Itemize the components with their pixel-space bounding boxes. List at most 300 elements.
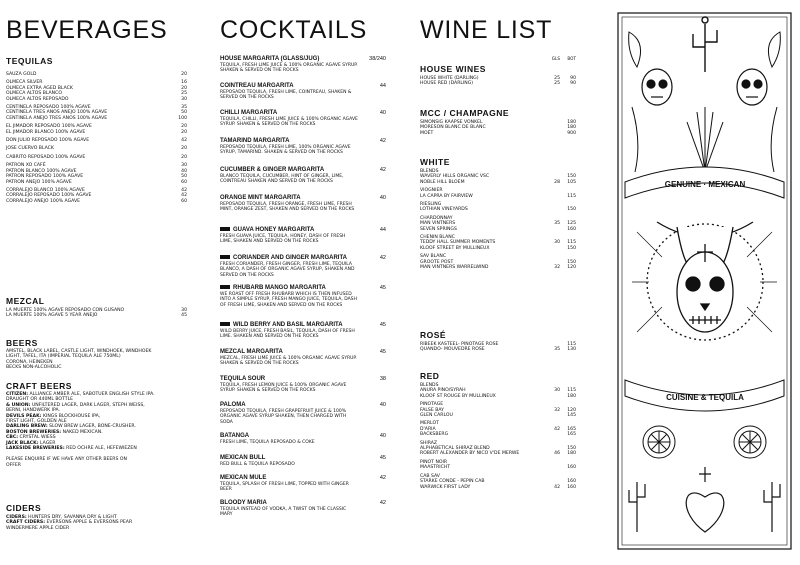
cocktail-title: TAMARIND MARGARITA [220,138,290,144]
item-name: OLMECA ALTOS REPOSADO [6,96,69,102]
cocktail-title: MEXICAN MULE [220,475,267,481]
bottle-price: 115 [567,240,576,246]
description-text: LAGER [38,440,56,446]
description-text: ALLIANCE AMBER ALE, SABOTUER ENGLISH STYLE IPA. [28,392,155,397]
cocktail-price: 45 [379,322,386,328]
cocktail-item [220,500,386,518]
wine-column [412,0,584,565]
cocktail-name [220,500,386,507]
item-name: CENTINELA TRES ANOS ANEJO 100% AGAVE [6,110,108,116]
wine-name: SHIRAZ [420,440,438,446]
cocktail-name [220,195,386,202]
cocktails-title: COCKTAILS [220,16,368,44]
description-line [6,446,187,451]
wine-name: TEDDY HALL SUMMER MOMENTS [420,240,496,246]
note-line: OFFER [6,462,21,468]
cocktail-item [220,455,386,467]
wine-name: GLEN CARLOU [420,413,453,419]
cocktail-title: HOUSE MARGARITA (GLASS/JUG) [220,56,320,62]
wine-row [420,194,576,199]
item-name: PATRON BLANCO 100% AGAVE [6,168,77,174]
wine-name: RIBEEK KASTEEL- PINOTAGE ROSE [420,342,499,347]
bottle-price: 150 [567,207,576,213]
description-text: DRAUGHT OR 440ML BOTTLE [6,397,74,403]
cocktail-title: PALOMA [220,402,246,408]
brewery-name: JACK BLACK: [6,440,39,446]
wine-name: CHENIN BLANC [420,235,455,241]
bottle-price: 105 [567,179,576,185]
cocktail-description: REPOSADO TEQUILA, FRESH LIME, COINTREAU, SHAKEN & SERVED ON THE ROCKS [220,90,352,101]
wine-section-heading: WHITE [420,157,450,167]
item-name: OLMECA ALTOS BLANCO [6,91,62,97]
cocktail-item [220,110,386,128]
item-price: 20 [181,146,187,152]
bottle-price: 120 [567,407,576,413]
beers-line: AMSTEL, BLACK LABEL, CASTLE LIGHT, WINDHOEK, WINDHOEK [6,349,152,354]
wine-name: PINOT NOIR [420,459,448,465]
menu-row [6,138,187,143]
wine-name: MORESON BLANC DE BLANC [420,125,486,131]
wine-row [420,207,576,212]
bottle-price: 120 [567,265,576,271]
cocktail-description: FRESH LIME, TEQUILA REPOSADO & COKE [220,440,315,445]
cocktail-price: 42 [379,167,386,173]
description-text: UNFILTERED LAGER, DARK LAGER, STEPH WEISS, [30,402,145,408]
wine-name: KLOOF ST ROUGE BY MULLINEUX [420,393,496,399]
glass-price: 30 [554,388,560,394]
cocktail-description: FRESH GUAVA JUICE, TEQUILA, HONEY, DASH OF FRESH LIME, SHAKEN AND SERVED ON THE ROCKS [220,234,346,245]
cocktail-price: 44 [379,227,386,233]
description-text: HUNTERS DRY, SAVANNA DRY & LIGHT [26,515,117,520]
ciders-heading: CIDERS [6,503,42,513]
cocktail-name [220,255,386,262]
wine-row [420,246,576,251]
cocktail-title: TEQUILA SOUR [220,376,266,382]
wine-name: NOBLE HILL BLOEM [420,179,465,185]
item-name: OLMECA SILVER [6,80,43,86]
description-text: BERNI, HANDWERK IPA. [6,408,60,414]
cocktail-item [220,195,386,213]
wine-row [420,451,576,456]
beers-line: CORONA, HEINEKEN [6,359,53,365]
wine-row [420,131,576,136]
menu-row [6,130,187,135]
item-price: 20 [181,154,187,160]
cocktail-name [220,138,386,145]
wine-name: VIOGNIER [420,188,443,194]
cocktail-name [220,475,386,482]
cocktail-description: REPOSADO TEQUILA, FRESH LIME, 100% ORGANIC AGAVE SYRUP, TAMARIND. SHAKEN & SERVED ON THE ROCKS [220,145,351,156]
cocktail-price: 42 [379,138,386,144]
cocktail-item [220,227,386,245]
glass-price: 35 [554,347,560,353]
item-name: PATRON REPOSADO 100% AGAVE [6,174,84,180]
craft-note [6,457,187,468]
mexican-artwork-illustration [617,12,792,550]
new-badge-icon [220,285,230,289]
item-name: LA MUERTE 100% AGAVE REPOSADO CON GUSANO [6,308,125,313]
cocktail-item [220,349,386,367]
menu-row [6,155,187,160]
cocktail-name [220,433,386,440]
item-name: PATRON ANEJO 100% AGAVE [6,179,72,185]
beers-heading: BEERS [6,338,38,348]
cocktail-description: WE ROAST OFF FRESH RHUBARB WHICH IS THEN INFUSED INTO A SIMPLE SYRUP, FRESH MANGO JUICE, TEQUILA, DASH OF FRESH LIME, SHAKEN AND SERVED ON THE ROCKS [220,292,357,308]
bottle-price: 150 [567,174,576,180]
wine-row [420,227,576,232]
cocktail-price: 42 [379,500,386,506]
wine-rows [420,76,576,87]
ciders-list [6,515,187,531]
brewery-name: CBC: [6,435,19,441]
wine-section-heading: HOUSE WINES [420,64,486,74]
wine-name: HOUSE WHITE (DARLING) [420,76,479,81]
cocktail-price: 45 [379,285,386,291]
cocktail-item [220,475,386,493]
glass-price: 42 [554,484,560,490]
cocktail-description: MEZCAL, FRESH LIME JUICE & 100% ORGANIC AGAVE SYRUP. SHAKEN & SERVED ON THE ROCKS [220,356,357,367]
banner-bottom-text: CUISINE & TEQUILA [666,393,744,402]
brewery-name: BOSTON BREWERIES: [6,429,62,435]
cocktail-item [220,255,386,278]
menu-row [6,116,187,121]
cocktail-title: WILD BERRY AND BASIL MARGARITA [233,322,343,328]
bottle-price: 180 [567,125,576,131]
cocktail-item [220,433,386,445]
wine-name: KLOOF STREET BY MULLINEUX [420,245,490,251]
gls-header: GLS [551,56,560,61]
item-name: CORRALEJO ANEJO 100% AGAVE [6,198,81,204]
wine-name: ANURA PINO/SYRAH [420,388,466,394]
menu-row [6,313,187,318]
wine-row [420,465,576,470]
bottle-price: 150 [567,245,576,251]
bottle-price: 115 [567,342,576,347]
banner-top-text: GENUINE · MEXICAN [664,180,746,189]
glass-price: 46 [554,451,560,457]
cocktail-description: REPOSADO TEQUILA, FRESH ORANGE, FRESH LIME, FRESH MINT, ORANGE ZEST, SHAKEN AND SERVED ON THE ROCKS [220,202,355,213]
cocktail-name [220,455,386,462]
wine-name: BLENDS [420,169,439,174]
bottle-price: 115 [567,388,576,394]
menu-row [6,72,187,77]
wine-name: SIMONSIG KAAPSE VONKEL [420,120,483,125]
glass-price: 30 [554,240,560,246]
wine-name: LOTHIAN VINEYARDS [420,207,468,213]
cocktail-price: 40 [379,195,386,201]
cocktail-title: MEZCAL MARGARITA [220,349,283,355]
item-price: 50 [181,174,187,180]
cocktail-price: 38/240 [369,56,386,62]
bottle-price: 180 [567,393,576,399]
brewery-name: LAKESIDE BREWERIES: [6,446,65,452]
description-line [6,526,187,531]
wine-row [420,413,576,418]
brewery-name: CRAFT CIDERS: [6,520,46,526]
wine-name: RIESLING [420,202,442,208]
glass-price: 42 [554,426,560,432]
craft-beers-heading: CRAFT BEERS [6,381,72,391]
wine-row [420,265,576,270]
wine-name: MAN VINTNERS WARRELWIND [420,265,489,271]
mezcal-list [6,308,187,319]
cocktail-description: TEQUILA, CHILLI, FRESH LIME JUICE & 100% ORGANIC AGAVE SYRUP. SHAKEN & SERVED ON THE ROCKS [220,117,358,128]
cocktail-name [220,285,386,292]
item-name: OLMECA EXTRA AGED BLACK [6,85,73,91]
item-name: CENTINELA ANEJO TRES ANOS 100% AGAVE [6,115,108,121]
beers-line: LIGHT, TAFEL, ITA (IMPERIAL TEQUILA ALE 750ML) [6,354,121,360]
cocktail-description: FRESH CORIANDER, FRESH GINGER, FRESH LIME, TEQUILA BLANCO, A DASH OF ORGANIC AGAVE SYRUP, SHAKEN AND SERVED ON THE ROCKS [220,262,355,278]
item-name: DON JULIO REPOSADO 100% AGAVE [6,138,90,144]
cocktail-title: CHILLI MARGARITA [220,110,278,116]
cocktail-price: 44 [379,83,386,89]
wine-name: BLENDS [420,383,439,388]
glass-price: 25 [554,81,560,87]
wine-rows [420,383,576,490]
item-price: 25 [181,91,187,97]
cocktail-title: GUAVA HONEY MARGARITA [233,227,315,233]
menu-row [6,146,187,151]
item-price: 30 [181,96,187,102]
bottle-price: 160 [567,484,576,490]
wine-section-heading: ROSÉ [420,330,447,340]
cocktail-price: 45 [379,349,386,355]
item-price: 30 [181,163,187,169]
item-price: 40 [181,168,187,174]
item-name: PATRON XO CAFÉ [6,163,46,169]
wine-name: BACKSBERG [420,432,449,438]
glass-price: 25 [554,76,560,81]
menu-row [6,97,187,102]
item-price: 20 [181,85,187,91]
cocktail-title: BATANGA [220,433,250,439]
menu-row [6,180,187,185]
bottle-price: 180 [567,451,576,457]
item-name: JOSE CUERVO BLACK [6,146,54,152]
bottle-price: 145 [567,413,576,419]
cocktail-price: 45 [379,455,386,461]
wine-name: WARWICK FIRST LADY [420,484,471,490]
cocktail-title: CORIANDER AND GINGER MARGARITA [233,255,347,261]
cocktail-price: 40 [379,110,386,116]
cocktail-title: BLOODY MARIA [220,500,267,506]
beverages-column [0,0,195,565]
wine-name: PINOTAGE [420,402,444,408]
cocktail-name [220,349,386,356]
cocktail-item [220,83,386,101]
wine-name: SAV BLANC [420,254,447,260]
wine-name: HOUSE RED (DARLING) [420,81,474,87]
bottle-price: 165 [567,432,576,438]
bottle-price: 180 [567,120,576,125]
cocktail-item [220,402,386,425]
wine-rows [420,120,576,136]
brewery-name: & UNION: [6,402,31,408]
tequilas-list [6,72,187,204]
wine-row [420,347,576,352]
cocktail-item [220,56,386,74]
wine-row [420,432,576,437]
wine-name: CAB SAV [420,473,440,479]
menu-row [6,199,187,204]
brewery-name: DARLING BREW: [6,424,48,430]
cocktail-description: WILD BERRY JUICE, FRESH BASIL, TEQUILA, DASH OF FRESH LIME. SHAKEN AND SERVED ON THE ROCKS [220,329,355,340]
item-price: 16 [181,80,187,86]
craft-beers-list [6,392,187,468]
cocktail-price: 42 [379,475,386,481]
item-name: CABRITO REPOSADO 100% AGAVE [6,154,86,160]
new-badge-icon [220,227,230,231]
item-name: CORRALEJO REPOSADO 100% AGAVE [6,193,92,199]
wine-name: SEVEN SPRINGS [420,226,457,232]
brewery-name: DEVILS PEAK: [6,413,42,419]
item-name: LA MUERTE 100% AGAVE 5 YEAR ANEJO [6,313,98,319]
wine-row [420,394,576,399]
wine-section-heading: MCC / CHAMPAGNE [420,108,510,118]
item-price: 42 [181,138,187,144]
bottle-price: 900 [567,130,576,136]
wine-name: QUANDO- MOUVEDRE ROSE [420,347,485,353]
wine-name: STARKE CONDE - PEPIN CAB [420,479,485,485]
cocktail-title: ORANGE MINT MARGARITA [220,195,301,201]
bottle-price: 90 [570,81,576,87]
wine-name: GROOTE POST [420,259,454,265]
item-price: 42 [181,193,187,199]
cocktail-title: COINTREAU MARGARITA [220,83,294,89]
item-price: 45 [181,313,187,319]
cocktail-description: BLANCO TEQUILA, CUCUMBER, HINT OF GINGER, LIME, COINTREAU SHAKEN AND SERVED ON THE ROCKS [220,174,344,185]
bottle-price: 160 [567,226,576,232]
wine-rows [420,342,576,353]
note-line: PLEASE ENQUIRE IF WE HAVE ANY OTHER BEERS ON [6,457,127,463]
bottle-price: 150 [567,446,576,452]
wine-section-heading: RED [420,371,440,381]
item-price: 60 [181,179,187,185]
wine-name: ALPHABETICAL SHIRAZ BLEND [420,446,490,452]
bottle-price: 150 [567,259,576,265]
wine-row [420,81,576,86]
item-price: 20 [181,72,187,77]
cocktail-name [220,110,386,117]
bot-header: BOT [567,56,576,61]
beverages-title: BEVERAGES [6,16,168,44]
bottle-price: 165 [567,426,576,432]
cocktail-title: MEXICAN BULL [220,455,266,461]
glass-price: 28 [554,179,560,185]
cocktail-description: TEQUILA, FRESH LIME JUICE & 100% ORGANIC AGAVE SYRUP. SHAKEN & SERVED ON THE ROCKS [220,63,358,74]
cocktail-name [220,83,386,90]
cocktail-description: TEQUILA, FRESH LEMON JUICE & 100% ORGANIC AGAVE SYRUP. SHAKEN & SERVED ON THE ROCKS [220,383,347,394]
item-name: CENTINELA REPOSADO 100% AGAVE [6,105,91,111]
wine-rows [420,169,576,271]
cocktail-name [220,227,386,234]
description-text: FIRST LIGHT, GOLDEN ALE [6,419,67,425]
cocktails-column [212,0,394,565]
wine-name: MAASTRICHT [420,465,451,471]
item-price: 30 [181,308,187,313]
cocktail-price: 40 [379,433,386,439]
item-price: 100 [178,115,187,121]
cocktail-price: 38 [379,376,386,382]
cocktail-item [220,322,386,340]
item-price: 60 [181,198,187,204]
cocktail-item [220,138,386,156]
wine-name: ROBERT ALEXANDER BY NICO V'DE MERWE [420,451,520,457]
description-text: SLOW BREW LAGER, BONE-CRUSHER. [47,424,136,430]
item-price: 35 [181,105,187,111]
wine-row [420,485,576,490]
bottle-price: 160 [567,465,576,471]
cocktail-description: TEQUILA INSTEAD OF VODKA, A TWIST ON THE CLASSIC MARY [220,507,347,518]
wine-name: FALSE BAY [420,407,444,413]
cocktail-description: RED BULL & TEQUILA REPOSADO [220,462,295,467]
cocktail-title: CUCUMBER & GINGER MARGARITA [220,167,325,173]
cocktail-description: TEQUILA, SPLASH OF FRESH LIME, TOPPED WITH GINGER BEER [220,482,349,493]
mezcal-heading: MEZCAL [6,296,45,306]
item-name: SAUZA GOLD [6,72,37,77]
wine-column-headers [420,56,576,62]
item-price: 20 [181,129,187,135]
wine-name: MERLOT [420,421,439,427]
wine-title: WINE LIST [420,16,553,44]
brewery-name: CITIZEN: [6,392,29,397]
glass-price: 32 [554,265,560,271]
new-badge-icon [220,255,230,259]
beers-line: BECKS NON-ALCOHOLIC [6,365,62,371]
wine-name: WAVERLY HILLS ORGANIC VSC [420,174,490,180]
description-text: EVERSONS APPLE & EVERSONS PEAR [45,520,133,526]
description-text: RED OCHRE ALE, HEFEWIEZEN [64,446,137,452]
description-text: KINGS BLOCKHOUSE IPA, [41,413,101,419]
brewery-name: CIDERS: [6,515,27,520]
wine-row [420,180,576,185]
bottle-price: 130 [567,347,576,353]
bottle-price: 90 [570,76,576,81]
glass-price: 32 [554,407,560,413]
cocktail-title: RHUBARB MANGO MARGARITA [233,285,326,291]
cocktail-item [220,376,386,394]
beers-list [6,349,187,371]
glass-price: 35 [554,221,560,227]
wine-name: CHARDONNAY [420,215,453,221]
cocktail-price: 40 [379,402,386,408]
wine-name: MOÉT [420,130,434,136]
cocktail-name [220,56,386,63]
cocktail-item [220,285,386,308]
item-price: 20 [181,124,187,130]
cocktail-name [220,376,386,383]
item-name: EL JIMADOR REPOSADO 100% AGAVE [6,124,92,130]
item-price: 50 [181,110,187,116]
description-text: WINDERMERE APPLE CIDER [6,525,70,531]
cocktail-name [220,167,386,174]
item-name: EL JIMADOR BLANCO 100% AGAVE [6,129,86,135]
wine-name: LA CAPRA BY FAIRVIEW [420,193,473,199]
bottle-price: 115 [567,193,576,199]
bottle-price: 160 [567,479,576,485]
item-name: CORRALEJO BLANCO 100% AGAVE [6,187,85,193]
cocktail-description: REPOSADO TEQUILA, FRESH GRAPEFRUIT JUICE & 100% ORGANIC AGAVE SYRUP SHAKEN, THEN CHARGED WITH SODA [220,409,347,425]
cocktail-name [220,402,386,409]
bottle-price: 125 [567,221,576,227]
description-text: CRYSTAL WIESS [18,435,56,441]
wine-name: MAN VINTNERS [420,221,456,227]
cocktail-item [220,167,386,185]
item-price: 42 [181,187,187,193]
description-text: NAKED MEXICAN. [61,429,103,435]
cocktail-price: 42 [379,255,386,261]
cocktail-name [220,322,386,329]
